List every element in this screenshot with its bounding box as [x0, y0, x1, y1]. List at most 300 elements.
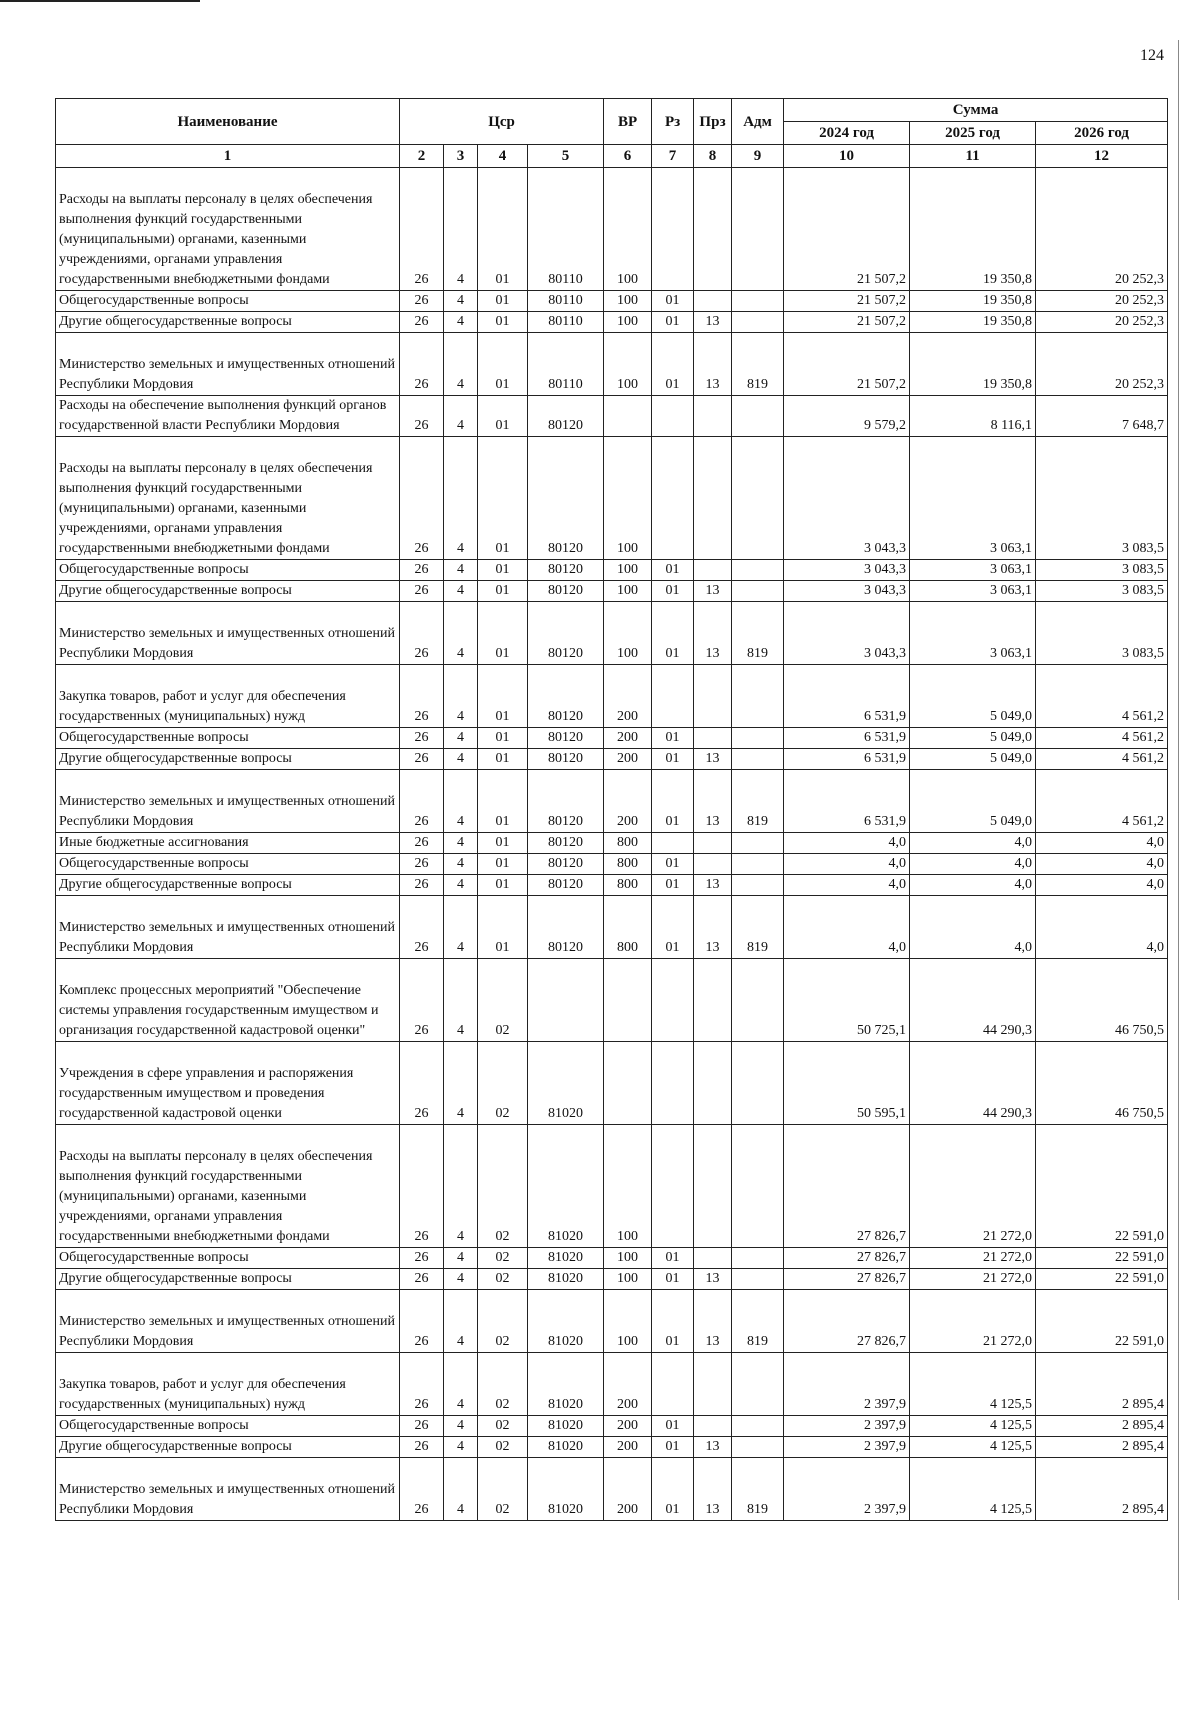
cell-csr-program: 26 [400, 854, 444, 875]
cell-rz: 01 [652, 312, 694, 333]
cell-name: Общегосударственные вопросы [56, 1416, 400, 1437]
cell-sum-2024: 4,0 [784, 833, 910, 854]
cell-csr-type: 4 [444, 168, 478, 291]
table-row [56, 312, 1168, 333]
column-number: 8 [694, 145, 732, 168]
table-row [56, 560, 1168, 581]
cell-name: Закупка товаров, работ и услуг для обеспечения государственных (муниципальных) нужд [56, 1353, 400, 1416]
cell-prz [694, 168, 732, 291]
cell-sum-2024: 2 397,9 [784, 1437, 910, 1458]
cell-name: Другие общегосударственные вопросы [56, 875, 400, 896]
column-number: 12 [1036, 145, 1168, 168]
cell-sum-2025: 5 049,0 [910, 665, 1036, 728]
cell-csr-complex: 01 [478, 665, 528, 728]
cell-csr-program: 26 [400, 333, 444, 396]
cell-csr-complex: 02 [478, 1042, 528, 1125]
cell-vr: 200 [604, 770, 652, 833]
cell-sum-2026: 4,0 [1036, 833, 1168, 854]
cell-name: Расходы на обеспечение выполнения функций органов государственной власти Республики Мордовия [56, 396, 400, 437]
cell-csr-program: 26 [400, 770, 444, 833]
cell-csr-direction: 80120 [528, 602, 604, 665]
cell-csr-type: 4 [444, 1042, 478, 1125]
cell-sum-2025: 3 063,1 [910, 581, 1036, 602]
cell-vr [604, 1042, 652, 1125]
cell-csr-program: 26 [400, 1125, 444, 1248]
cell-csr-program: 26 [400, 665, 444, 728]
cell-csr-program: 26 [400, 833, 444, 854]
cell-sum-2025: 44 290,3 [910, 959, 1036, 1042]
cell-vr: 100 [604, 312, 652, 333]
cell-sum-2026: 20 252,3 [1036, 333, 1168, 396]
cell-sum-2025: 21 272,0 [910, 1290, 1036, 1353]
cell-csr-program: 26 [400, 602, 444, 665]
cell-csr-complex: 02 [478, 1248, 528, 1269]
cell-adm: 819 [732, 333, 784, 396]
table-row [56, 1416, 1168, 1437]
cell-sum-2026: 3 083,5 [1036, 560, 1168, 581]
cell-csr-type: 4 [444, 959, 478, 1042]
cell-sum-2026: 4,0 [1036, 896, 1168, 959]
cell-csr-program: 26 [400, 437, 444, 560]
cell-csr-complex: 01 [478, 581, 528, 602]
cell-name: Расходы на выплаты персоналу в целях обеспечения выполнения функций государственными (муниципальными) органами, казенными учреждениями, органами управления государственными внебюджетными фондами [56, 168, 400, 291]
cell-csr-type: 4 [444, 854, 478, 875]
cell-name: Общегосударственные вопросы [56, 1248, 400, 1269]
cell-name: Комплекс процессных мероприятий "Обеспечение системы управления государственным имуществом и организация государственной кадастровой оценки" [56, 959, 400, 1042]
cell-prz [694, 560, 732, 581]
cell-csr-complex: 01 [478, 749, 528, 770]
cell-sum-2026: 20 252,3 [1036, 168, 1168, 291]
cell-rz: 01 [652, 1437, 694, 1458]
cell-vr: 200 [604, 749, 652, 770]
cell-adm [732, 959, 784, 1042]
cell-csr-direction: 80120 [528, 728, 604, 749]
cell-sum-2024: 3 043,3 [784, 581, 910, 602]
cell-sum-2026: 4 561,2 [1036, 665, 1168, 728]
column-number: 4 [478, 145, 528, 168]
cell-sum-2025: 5 049,0 [910, 728, 1036, 749]
cell-csr-complex: 01 [478, 875, 528, 896]
cell-csr-direction: 80120 [528, 396, 604, 437]
cell-csr-complex: 01 [478, 312, 528, 333]
cell-adm [732, 1353, 784, 1416]
cell-rz: 01 [652, 1458, 694, 1521]
cell-sum-2025: 21 272,0 [910, 1269, 1036, 1290]
cell-csr-direction: 81020 [528, 1353, 604, 1416]
cell-sum-2024: 50 725,1 [784, 959, 910, 1042]
cell-rz: 01 [652, 602, 694, 665]
cell-csr-type: 4 [444, 581, 478, 602]
cell-sum-2026: 4 561,2 [1036, 728, 1168, 749]
cell-adm [732, 854, 784, 875]
cell-csr-type: 4 [444, 1248, 478, 1269]
cell-name: Другие общегосударственные вопросы [56, 312, 400, 333]
table-body [56, 168, 1168, 1521]
header-rz: Рз [652, 99, 694, 145]
column-number: 6 [604, 145, 652, 168]
cell-sum-2024: 6 531,9 [784, 749, 910, 770]
cell-sum-2025: 21 272,0 [910, 1248, 1036, 1269]
cell-sum-2026: 3 083,5 [1036, 581, 1168, 602]
cell-prz: 13 [694, 602, 732, 665]
cell-adm [732, 312, 784, 333]
cell-adm [732, 291, 784, 312]
header-year-2025: 2025 год [910, 122, 1036, 145]
cell-sum-2026: 2 895,4 [1036, 1353, 1168, 1416]
cell-sum-2024: 3 043,3 [784, 437, 910, 560]
header-csr: Цср [400, 99, 604, 145]
cell-prz [694, 665, 732, 728]
cell-sum-2024: 27 826,7 [784, 1290, 910, 1353]
cell-rz: 01 [652, 854, 694, 875]
cell-sum-2024: 21 507,2 [784, 291, 910, 312]
cell-name: Другие общегосударственные вопросы [56, 1437, 400, 1458]
cell-rz: 01 [652, 1269, 694, 1290]
cell-sum-2024: 2 397,9 [784, 1458, 910, 1521]
column-number: 1 [56, 145, 400, 168]
cell-csr-direction: 80120 [528, 560, 604, 581]
cell-sum-2025: 4,0 [910, 854, 1036, 875]
cell-sum-2026: 22 591,0 [1036, 1269, 1168, 1290]
table-row [56, 665, 1168, 728]
cell-csr-complex: 02 [478, 1269, 528, 1290]
cell-csr-direction: 81020 [528, 1416, 604, 1437]
cell-sum-2024: 4,0 [784, 875, 910, 896]
cell-csr-complex: 02 [478, 1458, 528, 1521]
cell-csr-complex: 01 [478, 396, 528, 437]
cell-csr-direction: 81020 [528, 1290, 604, 1353]
cell-prz: 13 [694, 875, 732, 896]
cell-vr: 100 [604, 1248, 652, 1269]
cell-sum-2025: 44 290,3 [910, 1042, 1036, 1125]
cell-rz: 01 [652, 896, 694, 959]
cell-rz [652, 1353, 694, 1416]
cell-csr-program: 26 [400, 1458, 444, 1521]
cell-csr-complex: 01 [478, 291, 528, 312]
cell-csr-type: 4 [444, 560, 478, 581]
cell-sum-2026: 22 591,0 [1036, 1248, 1168, 1269]
cell-adm [732, 875, 784, 896]
cell-csr-complex: 01 [478, 560, 528, 581]
cell-prz: 13 [694, 770, 732, 833]
header-adm: Адм [732, 99, 784, 145]
cell-prz [694, 854, 732, 875]
cell-name: Расходы на выплаты персоналу в целях обеспечения выполнения функций государственными (муниципальными) органами, казенными учреждениями, органами управления государственными внебюджетными фондами [56, 437, 400, 560]
cell-csr-program: 26 [400, 1290, 444, 1353]
cell-sum-2026: 46 750,5 [1036, 959, 1168, 1042]
table-row [56, 875, 1168, 896]
cell-sum-2025: 19 350,8 [910, 291, 1036, 312]
cell-name: Учреждения в сфере управления и распоряжения государственным имуществом и проведения государственной кадастровой оценки [56, 1042, 400, 1125]
column-number: 11 [910, 145, 1036, 168]
header-year-2026: 2026 год [1036, 122, 1168, 145]
cell-csr-program: 26 [400, 1437, 444, 1458]
cell-csr-program: 26 [400, 312, 444, 333]
cell-adm [732, 749, 784, 770]
cell-csr-type: 4 [444, 1437, 478, 1458]
cell-sum-2024: 2 397,9 [784, 1416, 910, 1437]
table-row [56, 1269, 1168, 1290]
cell-csr-direction: 80110 [528, 291, 604, 312]
cell-csr-direction: 80110 [528, 333, 604, 396]
cell-csr-complex: 02 [478, 1416, 528, 1437]
cell-sum-2025: 3 063,1 [910, 602, 1036, 665]
cell-adm [732, 168, 784, 291]
header-sum: Сумма [784, 99, 1168, 122]
cell-csr-complex: 02 [478, 1290, 528, 1353]
cell-csr-complex: 01 [478, 896, 528, 959]
cell-csr-type: 4 [444, 333, 478, 396]
cell-sum-2026: 20 252,3 [1036, 312, 1168, 333]
cell-csr-direction: 81020 [528, 1269, 604, 1290]
cell-csr-direction: 80120 [528, 749, 604, 770]
cell-sum-2025: 5 049,0 [910, 749, 1036, 770]
table-row [56, 1248, 1168, 1269]
cell-rz: 01 [652, 749, 694, 770]
cell-adm [732, 560, 784, 581]
cell-adm [732, 396, 784, 437]
table-row [56, 959, 1168, 1042]
cell-vr: 100 [604, 333, 652, 396]
cell-csr-direction: 80120 [528, 854, 604, 875]
cell-vr: 200 [604, 1416, 652, 1437]
cell-csr-complex: 01 [478, 602, 528, 665]
cell-vr: 100 [604, 560, 652, 581]
cell-name: Общегосударственные вопросы [56, 728, 400, 749]
cell-rz: 01 [652, 291, 694, 312]
cell-prz: 13 [694, 1458, 732, 1521]
cell-csr-complex: 01 [478, 437, 528, 560]
cell-prz: 13 [694, 1437, 732, 1458]
cell-rz [652, 833, 694, 854]
cell-prz [694, 1353, 732, 1416]
cell-adm [732, 1416, 784, 1437]
cell-csr-complex: 01 [478, 168, 528, 291]
cell-csr-direction: 81020 [528, 1125, 604, 1248]
cell-rz: 01 [652, 728, 694, 749]
budget-table [55, 98, 1168, 1521]
cell-sum-2026: 46 750,5 [1036, 1042, 1168, 1125]
cell-csr-direction: 80110 [528, 168, 604, 291]
cell-vr: 200 [604, 665, 652, 728]
cell-sum-2024: 27 826,7 [784, 1125, 910, 1248]
cell-adm: 819 [732, 896, 784, 959]
cell-name: Министерство земельных и имущественных отношений Республики Мордовия [56, 896, 400, 959]
cell-sum-2025: 21 272,0 [910, 1125, 1036, 1248]
cell-csr-type: 4 [444, 1269, 478, 1290]
cell-rz [652, 396, 694, 437]
cell-sum-2024: 50 595,1 [784, 1042, 910, 1125]
cell-sum-2026: 22 591,0 [1036, 1290, 1168, 1353]
cell-csr-type: 4 [444, 1458, 478, 1521]
cell-vr: 800 [604, 896, 652, 959]
cell-csr-type: 4 [444, 1416, 478, 1437]
cell-sum-2024: 21 507,2 [784, 312, 910, 333]
cell-sum-2025: 8 116,1 [910, 396, 1036, 437]
table-row [56, 1437, 1168, 1458]
cell-rz [652, 437, 694, 560]
cell-sum-2026: 3 083,5 [1036, 437, 1168, 560]
cell-prz: 13 [694, 333, 732, 396]
cell-csr-complex: 01 [478, 770, 528, 833]
cell-prz [694, 291, 732, 312]
cell-vr: 100 [604, 1290, 652, 1353]
cell-sum-2026: 4 561,2 [1036, 770, 1168, 833]
column-number: 2 [400, 145, 444, 168]
cell-sum-2024: 9 579,2 [784, 396, 910, 437]
cell-vr: 100 [604, 602, 652, 665]
table-row [56, 602, 1168, 665]
cell-sum-2025: 4,0 [910, 896, 1036, 959]
cell-prz: 13 [694, 749, 732, 770]
table-row [56, 333, 1168, 396]
cell-csr-complex: 02 [478, 1125, 528, 1248]
cell-csr-type: 4 [444, 896, 478, 959]
cell-adm: 819 [732, 602, 784, 665]
cell-prz [694, 833, 732, 854]
table-row [56, 749, 1168, 770]
cell-sum-2024: 2 397,9 [784, 1353, 910, 1416]
cell-sum-2024: 6 531,9 [784, 770, 910, 833]
cell-name: Расходы на выплаты персоналу в целях обеспечения выполнения функций государственными (муниципальными) органами, казенными учреждениями, органами управления государственными внебюджетными фондами [56, 1125, 400, 1248]
cell-prz [694, 1248, 732, 1269]
cell-name: Министерство земельных и имущественных отношений Республики Мордовия [56, 602, 400, 665]
cell-sum-2026: 22 591,0 [1036, 1125, 1168, 1248]
cell-csr-program: 26 [400, 1269, 444, 1290]
cell-prz: 13 [694, 896, 732, 959]
cell-csr-program: 26 [400, 1353, 444, 1416]
cell-csr-program: 26 [400, 396, 444, 437]
cell-prz: 13 [694, 312, 732, 333]
cell-sum-2026: 2 895,4 [1036, 1437, 1168, 1458]
cell-csr-type: 4 [444, 437, 478, 560]
cell-sum-2025: 19 350,8 [910, 312, 1036, 333]
cell-csr-direction: 81020 [528, 1042, 604, 1125]
cell-csr-type: 4 [444, 875, 478, 896]
cell-sum-2026: 2 895,4 [1036, 1416, 1168, 1437]
column-number: 9 [732, 145, 784, 168]
table-row [56, 896, 1168, 959]
cell-sum-2025: 5 049,0 [910, 770, 1036, 833]
cell-csr-program: 26 [400, 168, 444, 291]
cell-csr-direction: 80120 [528, 833, 604, 854]
cell-vr: 800 [604, 833, 652, 854]
cell-adm [732, 1248, 784, 1269]
cell-rz [652, 168, 694, 291]
cell-sum-2026: 4,0 [1036, 854, 1168, 875]
cell-rz: 01 [652, 560, 694, 581]
cell-csr-complex: 02 [478, 959, 528, 1042]
table-row [56, 1042, 1168, 1125]
cell-name: Министерство земельных и имущественных отношений Республики Мордовия [56, 1290, 400, 1353]
cell-csr-type: 4 [444, 749, 478, 770]
table-row [56, 1290, 1168, 1353]
cell-csr-program: 26 [400, 1042, 444, 1125]
cell-csr-program: 26 [400, 749, 444, 770]
right-margin-line [1178, 40, 1179, 1600]
cell-sum-2026: 4,0 [1036, 875, 1168, 896]
cell-prz: 13 [694, 581, 732, 602]
cell-rz: 01 [652, 333, 694, 396]
cell-csr-type: 4 [444, 770, 478, 833]
cell-sum-2024: 4,0 [784, 854, 910, 875]
cell-csr-direction: 81020 [528, 1437, 604, 1458]
cell-sum-2025: 4 125,5 [910, 1458, 1036, 1521]
cell-sum-2024: 27 826,7 [784, 1269, 910, 1290]
column-number: 7 [652, 145, 694, 168]
cell-name: Общегосударственные вопросы [56, 854, 400, 875]
cell-prz [694, 1042, 732, 1125]
table-row [56, 854, 1168, 875]
cell-csr-program: 26 [400, 560, 444, 581]
cell-adm [732, 1437, 784, 1458]
cell-csr-type: 4 [444, 1290, 478, 1353]
cell-sum-2025: 3 063,1 [910, 560, 1036, 581]
cell-rz [652, 1125, 694, 1248]
cell-csr-type: 4 [444, 1125, 478, 1248]
table-row [56, 728, 1168, 749]
cell-adm [732, 833, 784, 854]
cell-csr-type: 4 [444, 602, 478, 665]
cell-sum-2025: 4 125,5 [910, 1437, 1036, 1458]
table-row [56, 396, 1168, 437]
cell-prz [694, 728, 732, 749]
cell-rz [652, 1042, 694, 1125]
cell-sum-2026: 3 083,5 [1036, 602, 1168, 665]
cell-sum-2025: 4,0 [910, 875, 1036, 896]
cell-csr-complex: 02 [478, 1353, 528, 1416]
cell-adm [732, 581, 784, 602]
cell-csr-type: 4 [444, 291, 478, 312]
cell-sum-2026: 2 895,4 [1036, 1458, 1168, 1521]
cell-csr-program: 26 [400, 728, 444, 749]
cell-csr-type: 4 [444, 312, 478, 333]
cell-csr-complex: 01 [478, 854, 528, 875]
cell-csr-program: 26 [400, 896, 444, 959]
cell-prz [694, 396, 732, 437]
cell-vr: 100 [604, 581, 652, 602]
cell-rz: 01 [652, 1416, 694, 1437]
cell-csr-complex: 02 [478, 1437, 528, 1458]
cell-sum-2024: 6 531,9 [784, 665, 910, 728]
cell-prz [694, 1416, 732, 1437]
cell-prz: 13 [694, 1290, 732, 1353]
cell-csr-type: 4 [444, 665, 478, 728]
cell-prz: 13 [694, 1269, 732, 1290]
cell-vr: 100 [604, 437, 652, 560]
cell-csr-type: 4 [444, 396, 478, 437]
table-row [56, 770, 1168, 833]
cell-vr: 100 [604, 291, 652, 312]
cell-vr: 200 [604, 728, 652, 749]
cell-name: Министерство земельных и имущественных отношений Республики Мордовия [56, 770, 400, 833]
cell-sum-2024: 4,0 [784, 896, 910, 959]
cell-csr-direction: 80120 [528, 665, 604, 728]
column-number: 5 [528, 145, 604, 168]
cell-adm [732, 1269, 784, 1290]
header-year-2024: 2024 год [784, 122, 910, 145]
cell-csr-direction [528, 959, 604, 1042]
cell-csr-direction: 80120 [528, 896, 604, 959]
cell-sum-2026: 7 648,7 [1036, 396, 1168, 437]
cell-csr-program: 26 [400, 581, 444, 602]
table-row [56, 437, 1168, 560]
cell-adm: 819 [732, 1458, 784, 1521]
cell-vr: 100 [604, 1269, 652, 1290]
cell-csr-direction: 80120 [528, 581, 604, 602]
column-number: 3 [444, 145, 478, 168]
cell-rz: 01 [652, 770, 694, 833]
